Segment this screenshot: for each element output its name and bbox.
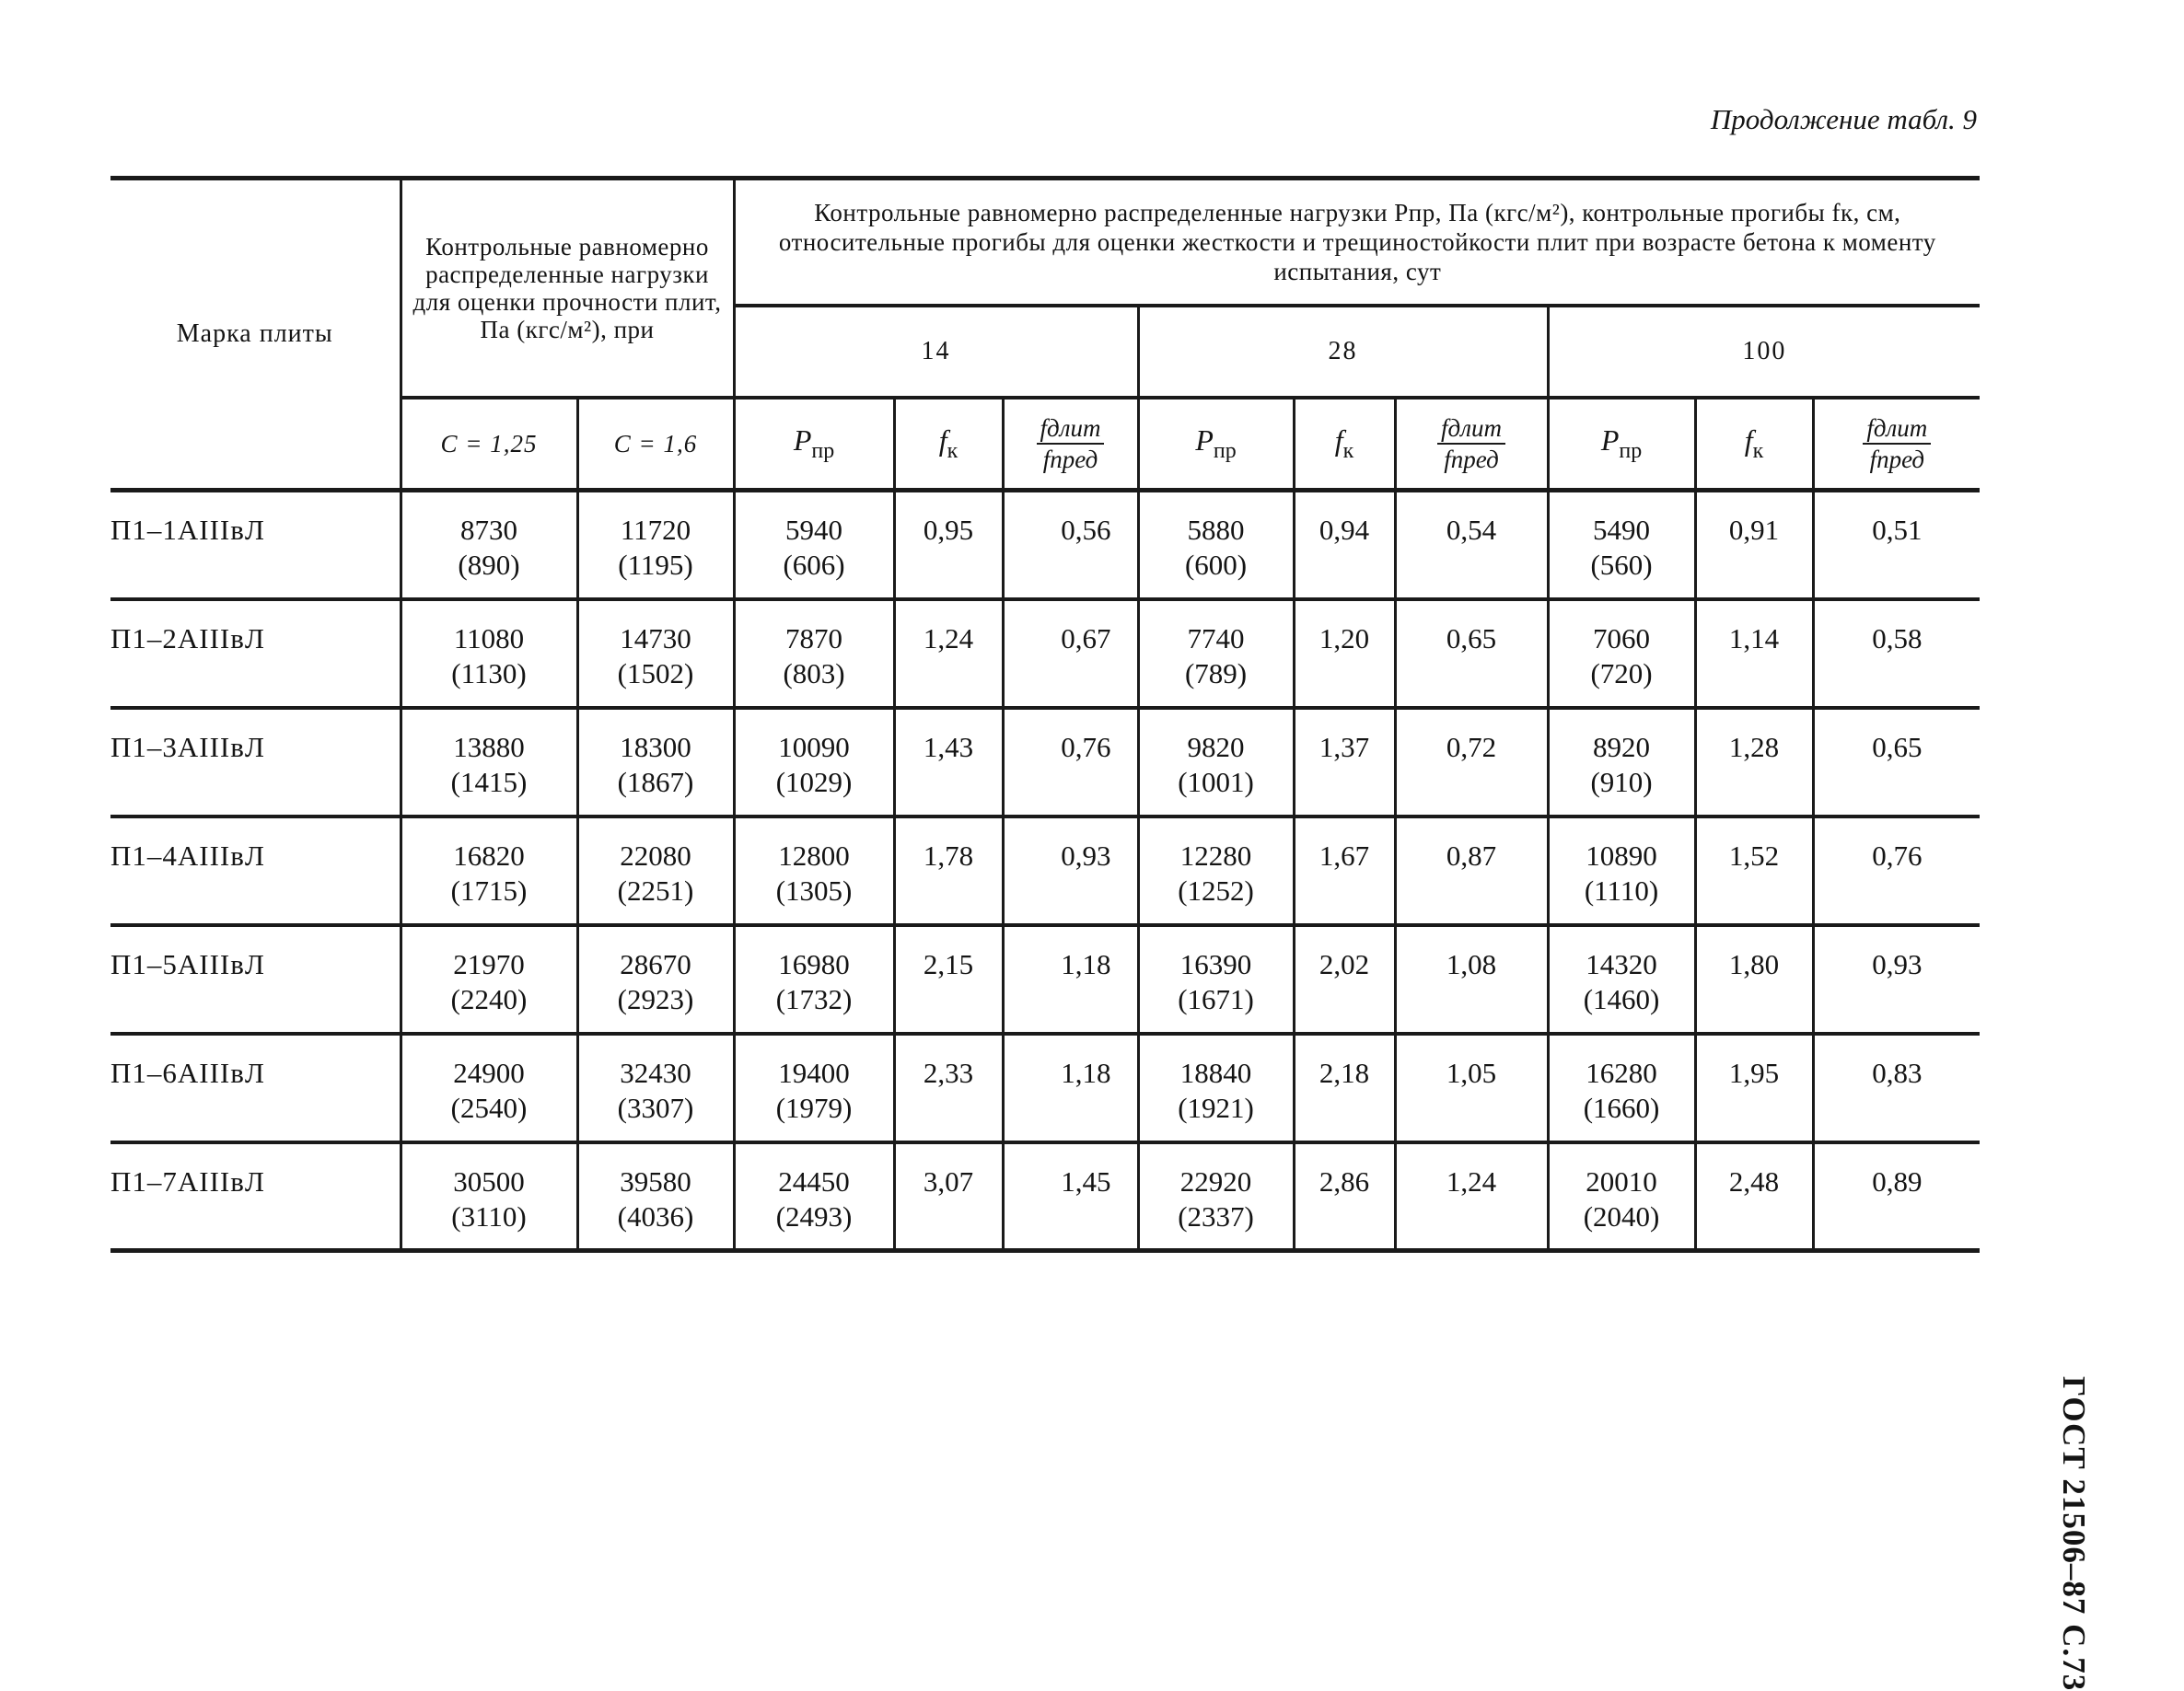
cell-c125: 24900 (2540) [401,1034,577,1142]
header-c-16: C = 1,6 [577,398,734,491]
cell-f28: 2,86 [1294,1142,1395,1251]
document-code-label: ГОСТ 21506–87 С.73 [2056,1376,2092,1691]
header-ratio-14: $\frac{\text{fдлит}}{\text{fпред}}$ [1003,398,1138,491]
cell-f100: 1,14 [1695,599,1813,708]
cell-f100: 0,91 [1695,491,1813,599]
cell-p14: 10090 (1029) [734,708,894,817]
cell-p14: 19400 (1979) [734,1034,894,1142]
cell-c16: 39580 (4036) [577,1142,734,1251]
header-age-28: 28 [1138,306,1548,398]
cell-p14: 7870 (803) [734,599,894,708]
cell-ratio28: 0,72 [1395,708,1548,817]
cell-p100: 20010 (2040) [1548,1142,1695,1251]
cell-ratio100: 0,51 [1813,491,1980,599]
cell-p28: 7740 (789) [1138,599,1294,708]
cell-ratio28: 0,65 [1395,599,1548,708]
cell-ratio14: 1,18 [1003,925,1138,1034]
table-row [110,817,1980,925]
cell-ratio14: 0,93 [1003,817,1138,925]
header-p-14: $P_{пр}$ [734,398,894,491]
cell-mark: П1–6АIIIвЛ [110,1034,401,1142]
cell-f100: 1,28 [1695,708,1813,817]
cell-c16: 28670 (2923) [577,925,734,1034]
cell-p28: 22920 (2337) [1138,1142,1294,1251]
cell-ratio28: 1,24 [1395,1142,1548,1251]
cell-c16: 32430 (3307) [577,1034,734,1142]
cell-mark: П1–3АIIIвЛ [110,708,401,817]
cell-p28: 18840 (1921) [1138,1034,1294,1142]
cell-c16: 14730 (1502) [577,599,734,708]
table-row [110,491,1980,599]
cell-p100: 14320 (1460) [1548,925,1695,1034]
cell-f100: 1,80 [1695,925,1813,1034]
cell-f14: 2,33 [894,1034,1003,1142]
header-f-14: $f_к$ [894,398,1003,491]
cell-c16: 18300 (1867) [577,708,734,817]
cell-f14: 1,78 [894,817,1003,925]
header-p-28: $P_{пр}$ [1138,398,1294,491]
cell-p14: 5940 (606) [734,491,894,599]
cell-f14: 3,07 [894,1142,1003,1251]
cell-ratio14: 0,67 [1003,599,1138,708]
cell-f14: 1,43 [894,708,1003,817]
header-c-125: C = 1,25 [401,398,577,491]
cell-c125: 11080 (1130) [401,599,577,708]
cell-ratio14: 1,18 [1003,1034,1138,1142]
cell-ratio100: 0,93 [1813,925,1980,1034]
cell-f14: 2,15 [894,925,1003,1034]
cell-c125: 21970 (2240) [401,925,577,1034]
cell-mark: П1–2АIIIвЛ [110,599,401,708]
cell-p28: 5880 (600) [1138,491,1294,599]
cell-p100: 7060 (720) [1548,599,1695,708]
cell-ratio28: 1,05 [1395,1034,1548,1142]
continuation-caption: Продолжение табл. 9 [1710,103,1977,135]
header-stiffness-loads: Контрольные равномерно распределенные нагрузки Pпр, Па (кгс/м²), контрольные прогибы fк, см, относительные прогибы для оценки жесткости и трещиностойкости плит при возрасте бетона к моменту испытания, сут [734,179,1980,307]
header-strength-loads: Контрольные равномерно распределенные нагрузки для оценки прочности плит, Па (кгс/м²), при [401,179,734,399]
table-row [110,925,1980,1034]
cell-f28: 2,18 [1294,1034,1395,1142]
cell-f28: 1,20 [1294,599,1395,708]
table-row [110,708,1980,817]
header-ratio-100: $\frac{\text{fдлит}}{\text{fпред}}$ [1813,398,1980,491]
cell-p14: 24450 (2493) [734,1142,894,1251]
cell-c16: 22080 (2251) [577,817,734,925]
cell-ratio100: 0,65 [1813,708,1980,817]
cell-c16: 11720 (1195) [577,491,734,599]
cell-ratio14: 0,56 [1003,491,1138,599]
cell-mark: П1–5АIIIвЛ [110,925,401,1034]
cell-c125: 8730 (890) [401,491,577,599]
cell-ratio100: 0,83 [1813,1034,1980,1142]
cell-c125: 16820 (1715) [401,817,577,925]
table-body [110,491,1980,1251]
cell-f28: 1,37 [1294,708,1395,817]
cell-p100: 16280 (1660) [1548,1034,1695,1142]
table-row [110,1034,1980,1142]
cell-p100: 8920 (910) [1548,708,1695,817]
header-age-100: 100 [1548,306,1980,398]
cell-mark: П1–4АIIIвЛ [110,817,401,925]
cell-f100: 1,95 [1695,1034,1813,1142]
cell-ratio14: 0,76 [1003,708,1138,817]
cell-mark: П1–7АIIIвЛ [110,1142,401,1251]
cell-ratio28: 0,54 [1395,491,1548,599]
cell-f14: 0,95 [894,491,1003,599]
cell-f28: 1,67 [1294,817,1395,925]
header-ratio-28: $\frac{\text{fдлит}}{\text{fпред}}$ [1395,398,1548,491]
cell-p28: 16390 (1671) [1138,925,1294,1034]
cell-ratio100: 0,89 [1813,1142,1980,1251]
cell-p28: 12280 (1252) [1138,817,1294,925]
cell-mark: П1–1АIIIвЛ [110,491,401,599]
cell-p14: 16980 (1732) [734,925,894,1034]
table-row [110,1142,1980,1251]
cell-c125: 30500 (3110) [401,1142,577,1251]
cell-p28: 9820 (1001) [1138,708,1294,817]
cell-p100: 10890 (1110) [1548,817,1695,925]
cell-ratio100: 0,58 [1813,599,1980,708]
cell-ratio14: 1,45 [1003,1142,1138,1251]
cell-f14: 1,24 [894,599,1003,708]
cell-p14: 12800 (1305) [734,817,894,925]
cell-f28: 0,94 [1294,491,1395,599]
cell-c125: 13880 (1415) [401,708,577,817]
cell-f100: 2,48 [1695,1142,1813,1251]
cell-ratio28: 0,87 [1395,817,1548,925]
header-f-100: $f_к$ [1695,398,1813,491]
header-age-14: 14 [734,306,1138,398]
cell-p100: 5490 (560) [1548,491,1695,599]
header-p-100: $P_{пр}$ [1548,398,1695,491]
table-row [110,599,1980,708]
load-table [110,176,1980,1253]
cell-f28: 2,02 [1294,925,1395,1034]
header-mark: Марка плиты [110,179,401,491]
cell-ratio28: 1,08 [1395,925,1548,1034]
cell-ratio100: 0,76 [1813,817,1980,925]
header-f-28: $f_к$ [1294,398,1395,491]
cell-f100: 1,52 [1695,817,1813,925]
